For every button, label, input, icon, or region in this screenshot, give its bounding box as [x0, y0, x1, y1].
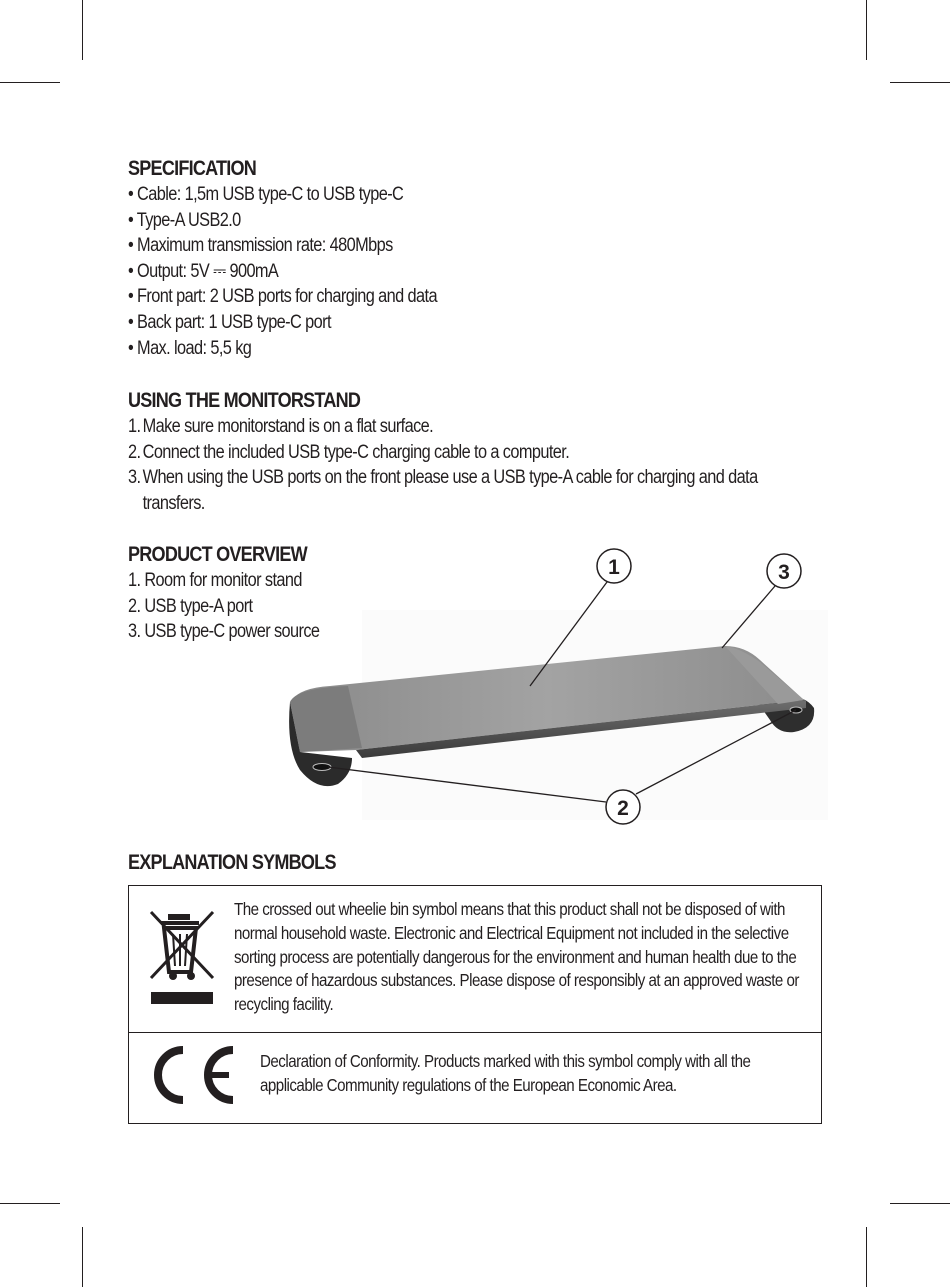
step-text: When using the USB ports on the front please use a USB type-A cable for charging and data transfers.	[142, 467, 758, 514]
step-number: 2.	[128, 441, 141, 463]
ce-description	[260, 1050, 802, 1098]
step-number: 3.	[128, 467, 141, 489]
spec-item: • Type-A USB2.0	[128, 209, 241, 231]
weee-text: The crossed out wheelie bin symbol means that this product shall not be disposed of with normal household waste. Electronic and Electrical Equipment not included in the selective sorting process are potentially dangerous for the environment and human health due to the presence of hazardous substances. Please dispose of responsibly at an approved waste or recycling facility.	[234, 899, 799, 1015]
callout-1	[597, 549, 631, 583]
symbols-heading: EXPLANATION SYMBOLS	[128, 851, 336, 874]
spec-item: • Cable: 1,5m USB type-C to USB type-C	[128, 184, 404, 205]
weee-description	[234, 898, 812, 1017]
spec-item: • Max. load: 5,5 kg	[128, 337, 252, 359]
specification-heading: SPECIFICATION	[128, 157, 257, 180]
ce-mark-icon	[149, 1044, 239, 1106]
table-divider	[129, 1032, 821, 1033]
overview-item: 1. Room for monitor stand	[128, 570, 302, 591]
spec-item: • Back part: 1 USB type-C port	[128, 311, 331, 333]
callout-1-label: 1	[608, 556, 620, 579]
step-text: Make sure monitorstand is on a flat surface.	[142, 416, 434, 437]
overview-heading: PRODUCT OVERVIEW	[128, 543, 307, 566]
callout-3-label: 3	[778, 561, 790, 584]
using-heading: USING THE MONITORSTAND	[128, 389, 361, 412]
step-text: Connect the included USB type-C charging cable to a computer.	[142, 441, 570, 463]
symbols-table	[128, 885, 822, 1124]
overview-item: 2. USB type-A port	[128, 595, 253, 617]
crossed-bin-icon	[149, 908, 215, 1006]
ce-text: Declaration of Conformity. Products marked with this symbol comply with all the applicable Community regulations of the European Economic Area.	[260, 1051, 751, 1095]
spec-item: • Maximum transmission rate: 480Mbps	[128, 235, 393, 257]
callout-2	[606, 790, 640, 824]
step-number: 1.	[128, 416, 141, 437]
symbols-section	[128, 850, 628, 876]
spec-item: • Front part: 2 USB ports for charging and data	[128, 286, 437, 308]
callout-2-label: 2	[617, 797, 629, 820]
callout-3	[767, 554, 801, 588]
spec-item: • Output: 5V ⎓ 900mA	[128, 260, 279, 282]
overview-item: 3. USB type-C power source	[128, 621, 320, 643]
